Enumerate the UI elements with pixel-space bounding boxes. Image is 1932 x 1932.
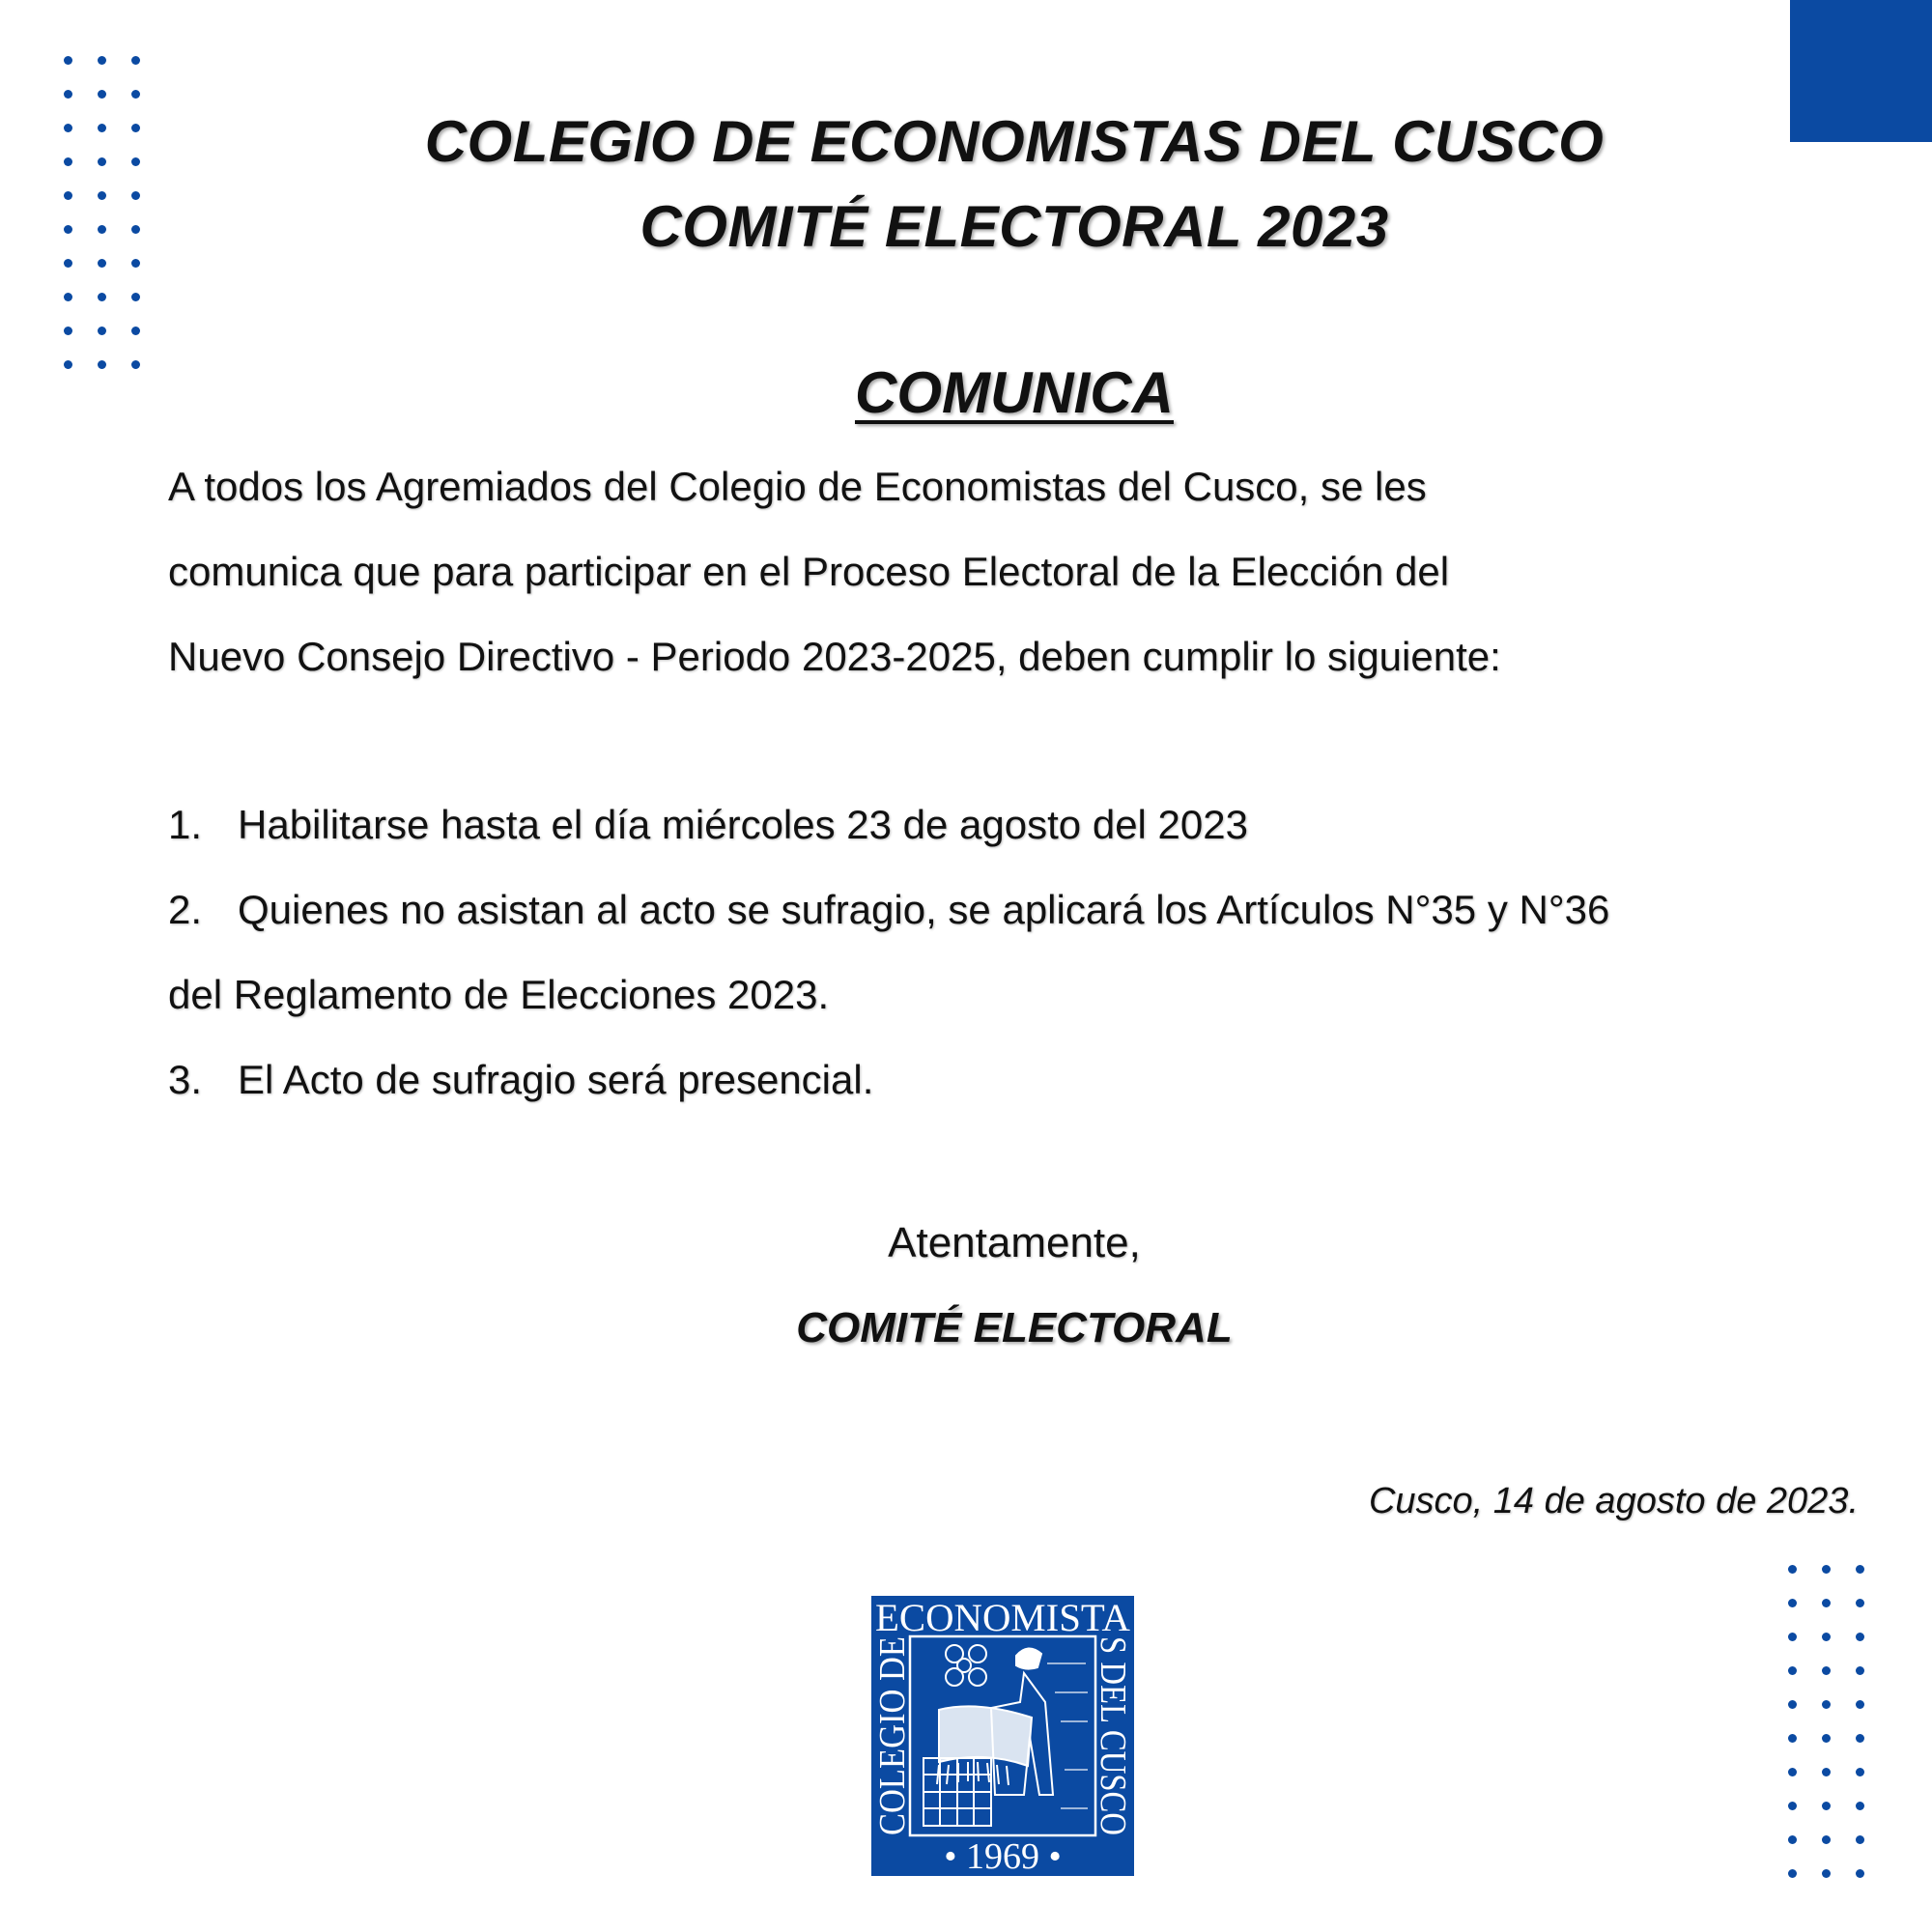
list-item-text: Habilitarse hasta el día miércoles 23 de agosto del 2023	[238, 802, 1248, 847]
dot	[1822, 1835, 1831, 1844]
list-item	[168, 782, 1868, 867]
dot	[1788, 1802, 1797, 1810]
dot	[98, 90, 106, 99]
dot	[1822, 1768, 1831, 1776]
heading-comunica: COMUNICA	[855, 360, 1174, 425]
dot	[1822, 1599, 1831, 1607]
list-item-text: Quienes no asistan al acto se sufragio, se aplicará los Artículos N°35 y N°36	[238, 887, 1610, 932]
dot	[64, 56, 72, 65]
seal-right-text: S DEL CUSCO	[1093, 1636, 1133, 1868]
list-item-number: 1.	[168, 802, 203, 847]
dot	[1856, 1666, 1864, 1675]
dot	[1788, 1599, 1797, 1607]
requirements-list	[168, 782, 1868, 1122]
dot	[1788, 1633, 1797, 1641]
dot	[64, 259, 72, 268]
dot	[1856, 1734, 1864, 1743]
dot-pattern-bottom-right	[1788, 1565, 1864, 1878]
dot	[1788, 1835, 1797, 1844]
dot	[1788, 1565, 1797, 1574]
dot	[131, 56, 140, 65]
dot	[1822, 1700, 1831, 1709]
dot	[98, 293, 106, 301]
list-item	[168, 1037, 1868, 1122]
list-item-continuation: del Reglamento de Elecciones 2023.	[168, 972, 830, 1017]
dot	[131, 327, 140, 335]
header-title-line-1: COLEGIO DE ECONOMISTAS DEL CUSCO	[424, 109, 1605, 174]
list-item-text: El Acto de sufragio será presencial.	[238, 1057, 874, 1102]
dot	[64, 90, 72, 99]
closing-salutation: Atentamente,	[888, 1219, 1141, 1266]
dot	[98, 56, 106, 65]
dot	[1856, 1565, 1864, 1574]
dot	[1856, 1599, 1864, 1607]
dot	[1822, 1666, 1831, 1675]
dot	[1788, 1768, 1797, 1776]
dot	[98, 259, 106, 268]
list-item-number: 2.	[168, 887, 203, 932]
intro-line: A todos los Agremiados del Colegio de Economistas del Cusco, se les	[168, 464, 1427, 509]
dot	[1788, 1700, 1797, 1709]
dot	[1856, 1768, 1864, 1776]
dot	[1856, 1835, 1864, 1844]
dot	[131, 293, 140, 301]
intro-line: Nuevo Consejo Directivo - Periodo 2023-2025, deben cumplir lo siguiente:	[168, 634, 1501, 679]
college-seal-logo	[871, 1596, 1134, 1876]
dot	[1822, 1802, 1831, 1810]
dot	[64, 327, 72, 335]
dot	[131, 90, 140, 99]
dot	[64, 293, 72, 301]
intro-paragraph	[168, 444, 1868, 699]
dot	[1788, 1734, 1797, 1743]
signer-name: COMITÉ ELECTORAL	[796, 1304, 1233, 1351]
dot	[1856, 1802, 1864, 1810]
dot	[1788, 1869, 1797, 1878]
dot	[1822, 1633, 1831, 1641]
dot	[131, 259, 140, 268]
intro-line: comunica que para participar en el Proceso Electoral de la Elección del	[168, 549, 1450, 594]
dot	[1788, 1666, 1797, 1675]
seal-top-text: ECONOMISTA	[875, 1596, 1131, 1639]
document-date: Cusco, 14 de agosto de 2023.	[1368, 1481, 1859, 1521]
dot	[1856, 1633, 1864, 1641]
dot	[1856, 1869, 1864, 1878]
list-item-number: 3.	[168, 1057, 203, 1102]
seal-left-text: COLEGIO DE	[872, 1616, 913, 1835]
dot	[1822, 1565, 1831, 1574]
header-title-line-2: COMITÉ ELECTORAL 2023	[639, 194, 1389, 259]
dot	[1822, 1734, 1831, 1743]
dot	[98, 327, 106, 335]
dot	[1856, 1700, 1864, 1709]
dot	[1822, 1869, 1831, 1878]
seal-year: • 1969 •	[944, 1836, 1062, 1876]
list-item	[168, 867, 1868, 1037]
